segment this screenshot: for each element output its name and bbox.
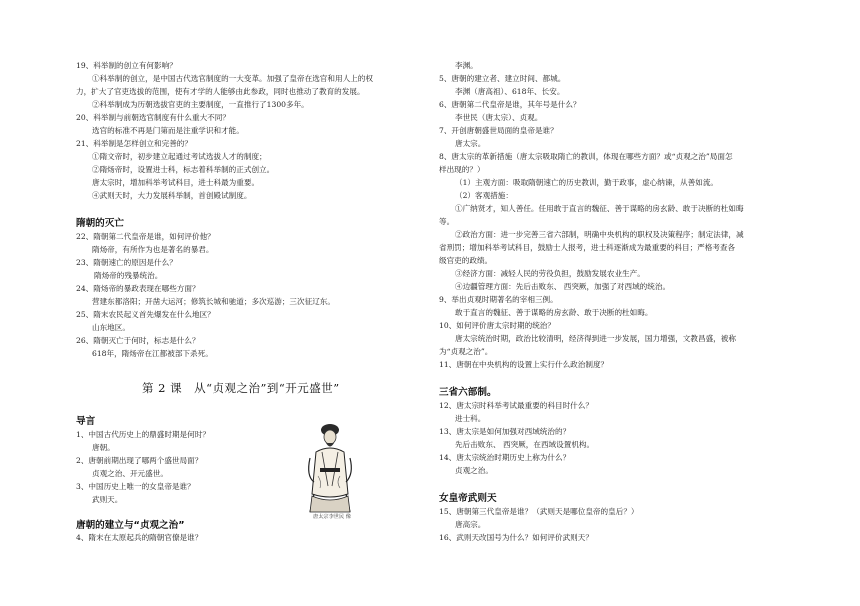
figure-caption: 唐太宗李世民 像 bbox=[313, 514, 351, 520]
answer-line: 武则天。 bbox=[92, 495, 123, 504]
question-11: 11、唐朝在中央机构的设置上实行什么政治制度？ bbox=[439, 360, 609, 369]
answer-line: ①科举制的创立，是中国古代选官制度的一大变革。加强了皇帝在选官和用人上的权 bbox=[92, 74, 373, 83]
answer-line: 唐太宗时，增加科举考试科目，进士科最为重要。 bbox=[92, 178, 260, 187]
answer-line: 省刑罚；增加科举考试科目，鼓励士人报考，进士科逐渐成为最重要的科目；严格考查各 bbox=[439, 243, 736, 252]
answer-line: 贞观之治。 bbox=[455, 466, 493, 475]
question-2: 2、唐朝前期出现了哪两个盛世局面？ bbox=[76, 456, 203, 465]
answer-line: ②隋炀帝时，设置进士科，标志着科举制的正式创立。 bbox=[92, 165, 275, 174]
question-10: 10、如何评价唐太宗时期的统治？ bbox=[439, 321, 555, 330]
question-19: 19、科举制的创立有何影响？ bbox=[76, 61, 177, 70]
answer-line: ③经济方面：减轻人民的劳役负担，鼓励发展农业生产。 bbox=[455, 269, 645, 278]
question-23: 23、隋朝速亡的原因是什么？ bbox=[76, 258, 177, 267]
question-6: 6、唐朝第二代皇帝是谁，其年号是什么？ bbox=[439, 100, 581, 109]
question-9: 9、举出贞观时期著名的宰相三例。 bbox=[439, 295, 558, 304]
question-16: 16、武则天改国号为什么？如何评价武则天？ bbox=[439, 533, 593, 542]
answer-line: 敢于直言的魏征、善于谋略的房玄龄、敢于决断的杜如晦。 bbox=[455, 308, 653, 317]
answer-line: 级官吏的政绩。 bbox=[439, 256, 493, 265]
question-5: 5、唐朝的建立者、建立时间、都城。 bbox=[439, 74, 566, 83]
answer-line: 等。 bbox=[439, 217, 455, 226]
answer-line: 选官的标准不再是门第而是注重学识和才能。 bbox=[92, 126, 244, 135]
answer-line: （1）主观方面：吸取隋朝速亡的历史教训，勤于政事，虚心纳谏，从善如流。 bbox=[455, 178, 719, 187]
question-21: 21、科举制是怎样创立和完善的？ bbox=[76, 139, 192, 148]
answer-line: 唐太宗统治时期，政治比较清明，经济得到进一步发展，国力增强，文教昌盛，被称 bbox=[455, 334, 736, 343]
question-7: 7、开创唐朝盛世局面的皇帝是谁？ bbox=[439, 126, 558, 135]
section-heading-intro: 导言 bbox=[76, 416, 96, 427]
answer-line: 李渊（唐高祖）、618年、长安。 bbox=[455, 87, 565, 96]
answer-line: 山东地区。 bbox=[92, 323, 130, 332]
answer-line: 隋炀帝，有所作为也是著名的暴君。 bbox=[92, 245, 214, 254]
emperor-portrait-image bbox=[300, 416, 356, 516]
answer-line: 李渊。 bbox=[455, 61, 478, 70]
answer-line: 隋炀帝的残暴统治。 bbox=[94, 271, 163, 280]
answer-line: 唐太宗。 bbox=[455, 139, 486, 148]
section-heading-sansheng: 三省六部制。 bbox=[439, 387, 497, 398]
answer-line: 营建东都洛阳；开凿大运河；修筑长城和驰道；多次巡游；三次征辽东。 bbox=[92, 297, 335, 306]
answer-line: （2）客观措施： bbox=[455, 191, 513, 200]
answer-line: ①隋文帝时，初步建立起通过考试选拔人才的制度； bbox=[92, 152, 267, 161]
answer-line: 力，扩大了官吏选拔的范围，使有才学的人能够由此参政，同时也推动了教育的发展。 bbox=[76, 87, 365, 96]
question-26: 26、隋朝灭亡于何时，标志是什么？ bbox=[76, 336, 200, 345]
question-line: 样出现的？） bbox=[439, 165, 485, 174]
question-24: 24、隋炀帝的暴政表现在哪些方面？ bbox=[76, 284, 200, 293]
question-20: 20、科举制与前朝选官制度有什么重大不同？ bbox=[76, 113, 230, 122]
answer-line: 先后击败东、 西突厥，在西域设置机构。 bbox=[455, 440, 595, 449]
question-1: 1、中国古代历史上的鼎盛时期是何时？ bbox=[76, 430, 210, 439]
question-12: 12、唐太宗时科举考试最重要的科目时什么？ bbox=[439, 401, 593, 410]
question-13: 13、唐太宗是如何加强对西域统治的？ bbox=[439, 427, 571, 436]
question-4: 4、隋末在太原起兵的隋朝官僚是谁？ bbox=[76, 533, 203, 542]
answer-line: 李世民（唐太宗）、贞观。 bbox=[455, 113, 543, 122]
answer-line: 唐高宗。 bbox=[455, 520, 486, 529]
answer-line: ①广纳贤才，知人善任。任用敢于直言的魏征、善于谋略的房玄龄、敢于决断的杜如晦 bbox=[455, 204, 744, 213]
answer-line: 为“贞观之治”。 bbox=[439, 347, 493, 356]
answer-line: 618年，隋炀帝在江都被部下杀死。 bbox=[92, 349, 213, 358]
question-15: 15、唐朝第三代皇帝是谁？（武则天是哪位皇帝的皇后？） bbox=[439, 507, 639, 516]
section-heading-sui: 隋朝的灭亡 bbox=[76, 218, 124, 229]
answer-line: ②政治方面：进一步完善三省六部制，明确中央机构的职权及决策程序；制定法律，减 bbox=[455, 230, 744, 239]
answer-line: ②科举制成为历朝选拔官吏的主要制度，一直推行了1300多年。 bbox=[92, 100, 309, 109]
answer-line: ④武则天时，大力发展科举制，首创殿试制度。 bbox=[92, 191, 252, 200]
answer-line: 进士科。 bbox=[455, 414, 486, 423]
question-3: 3、中国历史上唯一的女皇帝是谁？ bbox=[76, 482, 195, 491]
section-heading-tang: 唐朝的建立与“贞观之治” bbox=[76, 520, 185, 531]
question-22: 22、隋朝第二代皇帝是谁，如何评价他？ bbox=[76, 232, 215, 241]
lesson-title: 第 2 课 从“贞观之治”到“开元盛世” bbox=[142, 381, 340, 395]
answer-line: ④边疆管理方面：先后击败东、 西突厥，加强了对西域的统治。 bbox=[455, 282, 671, 291]
answer-line: 贞观之治、开元盛世。 bbox=[92, 469, 168, 478]
question-14: 14、唐太宗统治时期历史上称为什么？ bbox=[439, 453, 571, 462]
question-25: 25、隋末农民起义首先爆发在什么地区？ bbox=[76, 310, 215, 319]
section-heading-wuzetian: 女皇帝武则天 bbox=[439, 493, 497, 504]
answer-line: 唐朝。 bbox=[92, 443, 115, 452]
question-8: 8、唐太宗的革新措施（唐太宗吸取隋亡的教训，体现在哪些方面？或“贞观之治”局面怎 bbox=[439, 152, 733, 161]
